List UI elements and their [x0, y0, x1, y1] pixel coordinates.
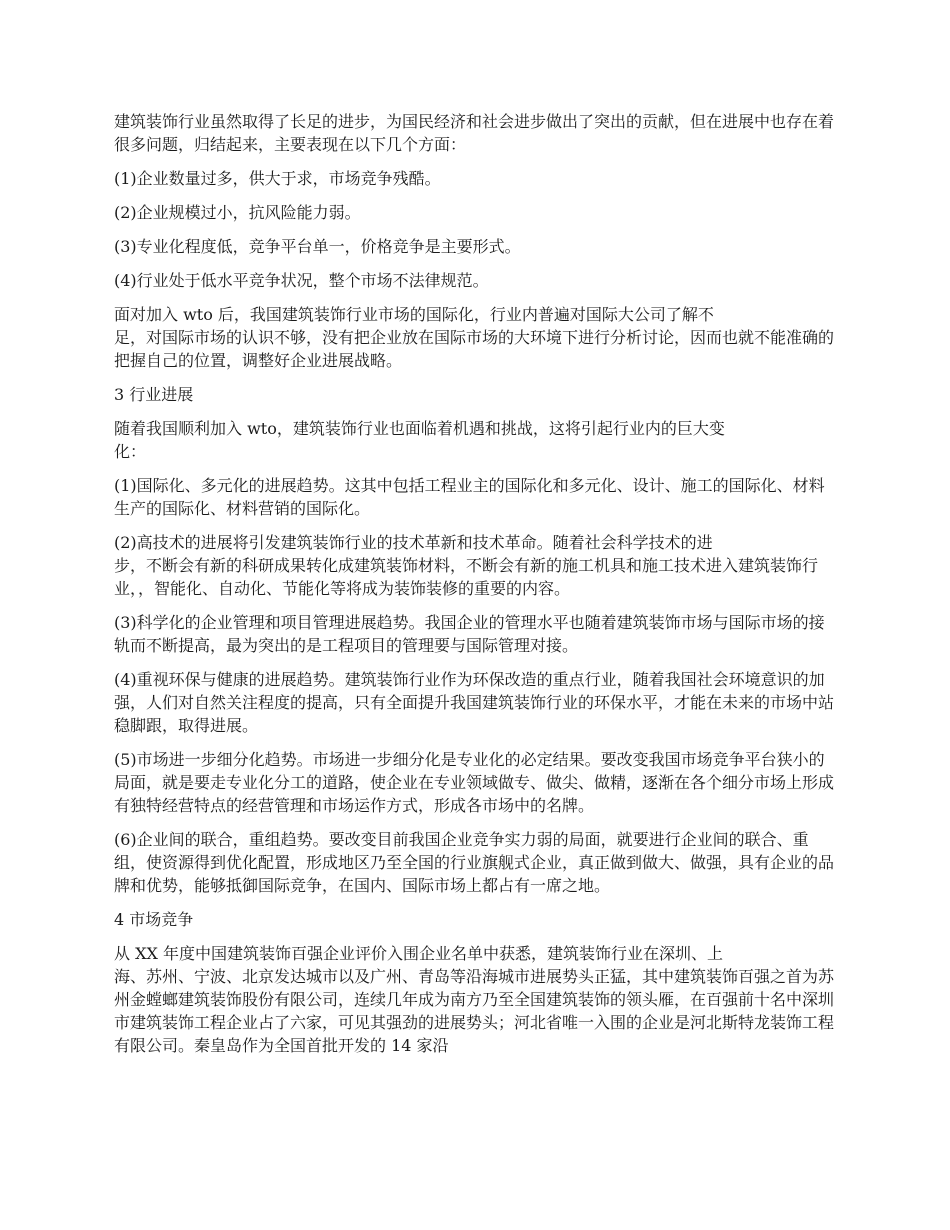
- trend-item-1: (1)国际化、多元化的进展趋势。这其中包括工程业主的国际化和多元化、设计、施工的国际化、材料生产的国际化、材料营销的国际化。: [114, 476, 825, 518]
- paragraph-competition: 从 XX 年度中国建筑装饰百强企业评价入围企业名单中获悉，建筑装饰行业在深圳、上 海、苏州、宁波、北京发达城市以及广州、青岛等沿海城市进展势头正猛，其中建筑装饰百强之首为苏州金螳螂建筑装饰股份有限公司，连续几年成为南方乃至全国建筑装饰的领头雁，在百强前十名中深圳市建筑装饰工程企业占了六家，可见其强劲的进展势头；河北省唯一入围的企业是河北斯特龙装饰工程有限公司。秦皇岛作为全国首批开发的 14 家沿: [114, 944, 835, 1055]
- list-item-3: (3)专业化程度低，竞争平台单一，价格竞争是主要形式。: [114, 237, 521, 256]
- list-item-2: (2)企业规模过小，抗风险能力弱。: [114, 203, 361, 222]
- paragraph-intro: 建筑装饰行业虽然取得了长足的进步，为国民经济和社会进步做出了突出的贡献，但在进展中也存在着很多问题，归结起来，主要表现在以下几个方面：: [114, 112, 835, 154]
- paragraph-development: 随着我国顺利加入 wto，建筑装饰行业也面临着机遇和挑战，这将引起行业内的巨大变 化：: [114, 419, 725, 461]
- trend-item-2: (2)高技术的进展将引发建筑装饰行业的技术革新和技术革命。随着社会科学技术的进 步，不断会有新的科研成果转化成建筑装饰材料，不断会有新的施工机具和施工技术进入建筑装饰行业，，智能化、自动化、节能化等将成为装饰装修的重要的内容。: [114, 533, 819, 598]
- list-item-4: (4)行业处于低水平竞争状况，整个市场不法律规范。: [114, 271, 489, 290]
- document-page: [114, 110, 840, 1068]
- section-heading-3: 3 行业进展: [114, 385, 194, 404]
- section-heading-4: 4 市场竞争: [114, 910, 194, 929]
- trend-item-5: (5)市场进一步细分化趋势。市场进一步细分化是专业化的必定结果。要改变我国市场竞争平台狭小的局面，就是要走专业化分工的道路，使企业在专业领域做专、做尖、做精，逐渐在各个细分市场上形成有独特经营特点的经营管理和市场运作方式，形成各市场中的名牌。: [114, 750, 835, 815]
- trend-item-4: (4)重视环保与健康的进展趋势。建筑装饰行业作为环保改造的重点行业，随着我国社会环境意识的加强，人们对自然关注程度的提高，只有全面提升我国建筑装饰行业的环保水平，才能在未来的市场中站稳脚跟，取得进展。: [114, 670, 835, 735]
- paragraph-wto: 面对加入 wto 后，我国建筑装饰行业市场的国际化，行业内普遍对国际大公司了解不 足，对国际市场的认识不够，没有把企业放在国际市场的大环境下进行分析讨论，因而也就不能准确的把握自己的位置，调整好企业进展战略。: [114, 305, 835, 370]
- list-item-1: (1)企业数量过多，供大于求，市场竞争残酷。: [114, 169, 441, 188]
- trend-item-6: (6)企业间的联合，重组趋势。要改变目前我国企业竞争实力弱的局面，就要进行企业间的联合、重组，使资源得到优化配置，形成地区乃至全国的行业旗舰式企业，真正做到做大、做强，具有企业的品牌和优势，能够抵御国际竞争，在国内、国际市场上都占有一席之地。: [114, 830, 835, 895]
- trend-item-3: (3)科学化的企业管理和项目管理进展趋势。我国企业的管理水平也随着建筑装饰市场与国际市场的接轨而不断提高，最为突出的是工程项目的管理要与国际管理对接。: [114, 613, 825, 655]
